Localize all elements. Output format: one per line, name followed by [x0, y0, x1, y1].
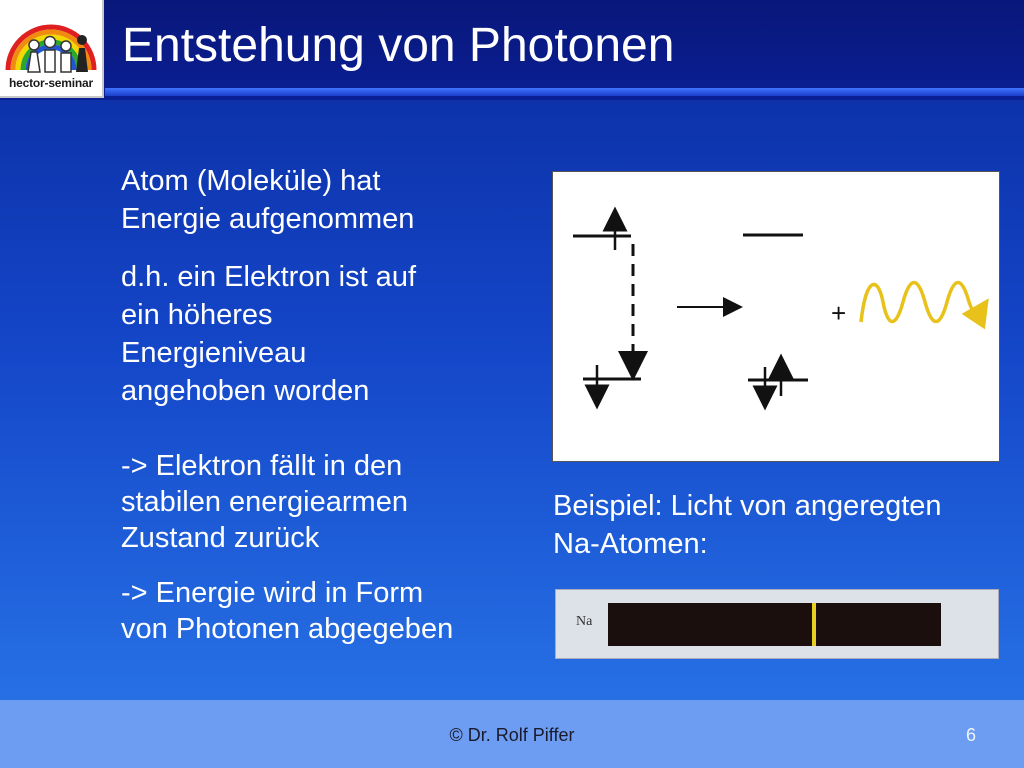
text-line: Atom (Moleküle) hat	[121, 165, 381, 197]
page-number: 6	[966, 725, 977, 745]
paragraph-photon-emission	[121, 575, 541, 647]
text-line: Zustand zurück	[121, 522, 320, 554]
energy-level-diagram	[552, 171, 1000, 462]
photon-wave-icon	[861, 283, 981, 323]
paragraph-electron-raised	[121, 258, 541, 410]
hector-seminar-logo	[0, 0, 104, 98]
sodium-spectrum-image	[555, 589, 999, 659]
text-line: ein höheres	[121, 299, 273, 331]
paragraph-electron-falls	[121, 448, 541, 556]
paragraph-energy-absorbed	[121, 162, 541, 238]
footer-bar	[0, 700, 1024, 768]
text-line: -> Energie wird in Form	[121, 577, 424, 609]
rainbow-figures-icon	[0, 0, 102, 78]
caption-line: Beispiel: Licht von angeregten	[553, 490, 942, 522]
text-line: angehoben worden	[121, 375, 370, 407]
example-caption	[553, 487, 1023, 563]
slide-title: Entstehung von Photonen	[122, 19, 675, 72]
spectrum-band	[608, 603, 941, 646]
text-line: Energie aufgenommen	[121, 203, 415, 235]
text-line: d.h. ein Elektron ist auf	[121, 261, 416, 293]
title-underline	[105, 88, 1024, 96]
plus-sign: +	[831, 298, 847, 328]
footer-credit: © Dr. Rolf Piffer	[449, 725, 575, 745]
text-line: stabilen energiearmen	[121, 486, 408, 518]
sodium-d-line	[812, 603, 816, 646]
logo-text: hector-seminar	[9, 76, 93, 90]
text-line: Energieniveau	[121, 337, 307, 369]
text-line: -> Elektron fällt in den	[121, 450, 403, 482]
text-line: von Photonen abgegeben	[121, 613, 454, 645]
spectrum-label: Na	[576, 614, 593, 629]
caption-line: Na-Atomen:	[553, 528, 708, 560]
